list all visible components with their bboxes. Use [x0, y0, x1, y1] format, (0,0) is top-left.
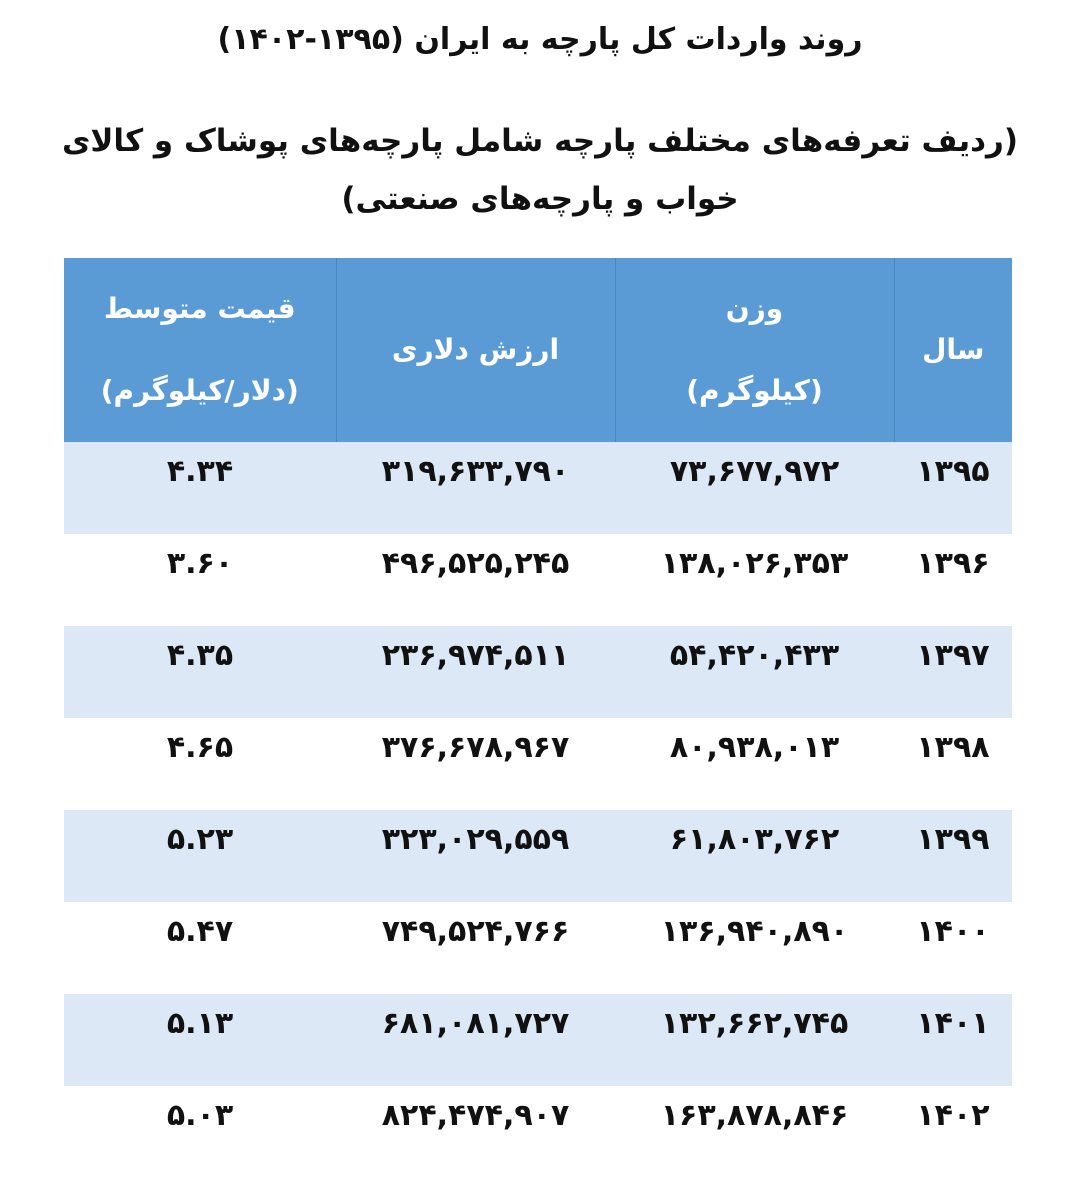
cell-price: ۴.۶۵	[64, 718, 336, 810]
imports-table	[64, 258, 1012, 1178]
cell-year: ۱۳۹۵	[894, 442, 1012, 534]
cell-price: ۵.۱۳	[64, 994, 336, 1086]
cell-value: ۸۲۴,۴۷۴,۹۰۷	[336, 1086, 615, 1178]
header-value-label: ارزش دلاری	[391, 333, 560, 366]
table-body	[64, 442, 1012, 1178]
cell-weight: ۱۳۶,۹۴۰,۸۹۰	[615, 902, 894, 994]
header-year	[894, 258, 1012, 442]
table-row	[64, 1086, 1012, 1178]
cell-value: ۳۱۹,۶۳۳,۷۹۰	[336, 442, 615, 534]
table-row	[64, 718, 1012, 810]
cell-weight: ۶۱,۸۰۳,۷۶۲	[615, 810, 894, 902]
cell-weight: ۱۳۲,۶۶۲,۷۴۵	[615, 994, 894, 1086]
table-row	[64, 534, 1012, 626]
cell-weight: ۵۴,۴۲۰,۴۳۳	[615, 626, 894, 718]
header-weight	[615, 258, 894, 442]
cell-price: ۳.۶۰	[64, 534, 336, 626]
cell-price: ۴.۳۵	[64, 626, 336, 718]
table-row	[64, 994, 1012, 1086]
cell-value: ۳۲۳,۰۲۹,۵۵۹	[336, 810, 615, 902]
cell-price: ۵.۰۳	[64, 1086, 336, 1178]
cell-value: ۲۳۶,۹۷۴,۵۱۱	[336, 626, 615, 718]
page-title: روند واردات کل پارچه به ایران (۱۳۹۵-۱۴۰۲)	[217, 22, 863, 57]
cell-year: ۱۴۰۱	[894, 994, 1012, 1086]
cell-value: ۷۴۹,۵۲۴,۷۶۶	[336, 902, 615, 994]
header-price-label: قیمت متوسط	[103, 292, 296, 325]
header-year-label: سال	[922, 333, 985, 366]
cell-year: ۱۳۹۶	[894, 534, 1012, 626]
cell-value: ۶۸۱,۰۸۱,۷۲۷	[336, 994, 615, 1086]
header-weight-unit: (کیلوگرم)	[686, 374, 823, 407]
cell-price: ۵.۲۳	[64, 810, 336, 902]
page-subtitle: (ردیف تعرفه‌های مختلف پارچه شامل پارچه‌های پوشاک و کالای خواب و پارچه‌های صنعتی)	[61, 123, 1019, 217]
header-value	[336, 258, 615, 442]
cell-weight: ۱۳۸,۰۲۶,۳۵۳	[615, 534, 894, 626]
cell-value: ۴۹۶,۵۲۵,۲۴۵	[336, 534, 615, 626]
cell-year: ۱۳۹۸	[894, 718, 1012, 810]
table-row	[64, 902, 1012, 994]
cell-weight: ۷۳,۶۷۷,۹۷۲	[615, 442, 894, 534]
table-row	[64, 442, 1012, 534]
cell-year: ۱۴۰۰	[894, 902, 1012, 994]
header-weight-label: وزن	[725, 292, 784, 325]
table-row	[64, 810, 1012, 902]
cell-year: ۱۳۹۷	[894, 626, 1012, 718]
cell-year: ۱۳۹۹	[894, 810, 1012, 902]
cell-value: ۳۷۶,۶۷۸,۹۶۷	[336, 718, 615, 810]
table-header	[64, 258, 1012, 442]
cell-price: ۴.۳۴	[64, 442, 336, 534]
cell-weight: ۱۶۳,۸۷۸,۸۴۶	[615, 1086, 894, 1178]
header-price-unit: (دلار/کیلوگرم)	[100, 374, 299, 407]
cell-weight: ۸۰,۹۳۸,۰۱۳	[615, 718, 894, 810]
cell-year: ۱۴۰۲	[894, 1086, 1012, 1178]
header-price	[64, 258, 336, 442]
table-row	[64, 626, 1012, 718]
cell-price: ۵.۴۷	[64, 902, 336, 994]
